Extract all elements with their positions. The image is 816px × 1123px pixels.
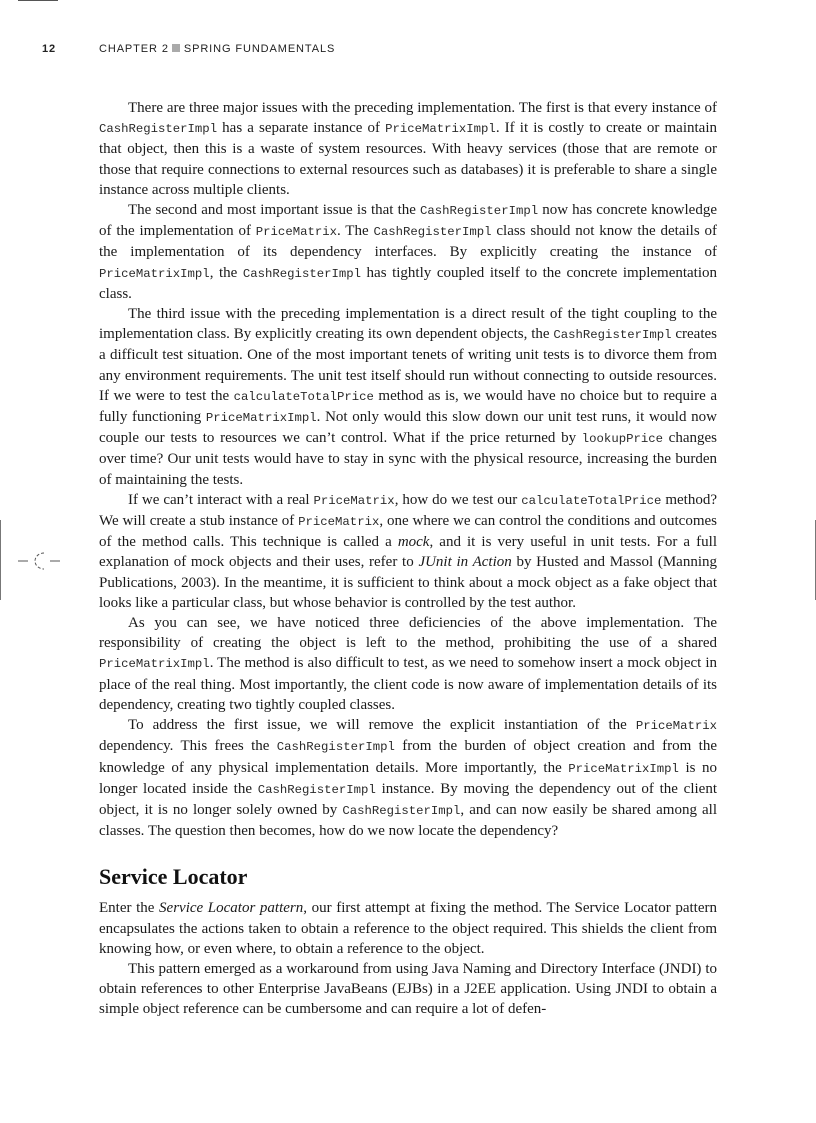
paragraph-text: . Not only would this slow down our unit test runs, it would now couple our tests to resources we can’t control. What if the price returned by <box>99 409 717 447</box>
paragraph-text: . The <box>336 223 374 240</box>
square-bullet-icon <box>172 44 180 52</box>
code-identifier: PriceMatrix <box>298 515 380 530</box>
paragraph-text: creates a difficult test situation. One of the most important tenets of writing unit tests is to divorce them from any environment requirements. The unit test itself should run without connecting to outside resources. If we were to test the <box>99 326 717 404</box>
paragraph-text: changes over time? Our unit tests would have to stay in sync with the physical resource, increasing the burden of maintaining the tests. <box>99 430 717 488</box>
paragraph-text: . The method is also difficult to test, as we need to somehow insert a mock object in place of the real thing. Most importantly, the client code is now aware of implementation details of its dependency, creating two tightly coupled classes. <box>99 655 717 713</box>
paragraph-text: from the burden of object creation and from the knowledge of any physical implementation details. More importantly, the <box>99 738 717 776</box>
paragraph-text: , and can now easily be shared among all classes. The question then becomes, how do we now locate the dependency? <box>99 801 717 840</box>
paragraph-text: . If it is costly to create or maintain that object, then this is a waste of system resources. With heavy services (those that are remote or those that require connections to external resources such as databases) it is preferable to share a single instance across multiple clients. <box>99 120 717 198</box>
paragraph-text: instance. By moving the dependency out of the client object, it is no longer solely owned by <box>99 780 717 818</box>
chapter-label: CHAPTER 2 <box>99 43 169 55</box>
chapter-section-label: SPRING FUNDAMENTALS <box>183 43 336 55</box>
code-identifier: PriceMatrixImpl <box>385 122 496 137</box>
code-identifier: CashRegisterImpl <box>242 266 361 281</box>
code-identifier: calculateTotalPrice <box>521 493 662 508</box>
main-paragraphs <box>99 98 717 841</box>
body-text <box>99 98 717 1020</box>
code-identifier: CashRegisterImpl <box>373 225 492 240</box>
paragraph-text: This pattern emerged as a workaround from using Java Naming and Directory Interface (JNDI) to obtain references to other Enterprise JavaBeans (EJBs) in a J2EE application. Using JNDI to obtain a simple object reference can be cumbersome and can require a lot of defen- <box>99 960 717 1018</box>
code-identifier: PriceMatrixImpl <box>99 657 210 672</box>
paragraph <box>99 98 717 200</box>
running-head <box>42 43 776 59</box>
registration-mark-icon <box>18 549 62 573</box>
paragraph <box>99 959 717 1020</box>
chapter-heading <box>99 43 335 55</box>
paragraph-text: The third issue with the preceding implementation is a direct result of the tight coupling to the implementation class. By explicitly creating its own dependent objects, the <box>99 306 717 343</box>
emphasis-text: mock <box>397 534 430 551</box>
paragraph-text: Enter the <box>99 900 160 917</box>
section-paragraphs <box>99 898 717 1019</box>
paragraph-text: by Husted and Massol (Manning Publications, 2003). In the meantime, it is sufficient to think about a mock object as a fake object that looks like a particular class, but whose behavior is controlled by the test author. <box>99 554 717 611</box>
paragraph <box>99 200 717 304</box>
code-identifier: CashRegisterImpl <box>99 122 218 137</box>
paragraph-text: To address the first issue, we will remove the explicit instantiation of the <box>128 717 636 734</box>
paragraph-text: dependency. This frees the <box>99 738 277 755</box>
code-identifier: PriceMatrix <box>255 225 337 240</box>
paragraph-text: , our first attempt at fixing the method. The Service Locator pattern encapsulates the actions taken to obtain a reference to the object required. This shields the client from knowing how, or even where, to obtain a reference to the object. <box>99 900 717 957</box>
paragraph-text: , how do we test our <box>394 491 522 508</box>
code-identifier: CashRegisterImpl <box>553 328 672 343</box>
code-identifier: CashRegisterImpl <box>257 782 376 797</box>
emphasis-text: JUnit in Action <box>418 554 512 571</box>
paragraph-text: is no longer located inside the <box>99 759 717 797</box>
code-identifier: calculateTotalPrice <box>233 389 374 404</box>
page-number: 12 <box>42 43 57 55</box>
paragraph <box>99 715 717 841</box>
code-identifier: PriceMatrix <box>635 719 717 734</box>
emphasis-text: Service Locator pattern <box>159 900 304 917</box>
code-identifier: lookupPrice <box>581 432 663 447</box>
paragraph-text: has tightly coupled itself to the concrete implementation class. <box>99 264 718 302</box>
paragraph-text: method? We will create a stub instance of <box>99 491 717 530</box>
paragraph-text: There are three major issues with the preceding implementation. The first is that every instance of <box>128 100 717 116</box>
paragraph-text: , and it is very useful in unit tests. For a full explanation of mock objects and their uses, refer to <box>99 534 717 571</box>
paragraph-text: The second and most important issue is that the <box>128 202 421 219</box>
section-heading: Service Locator <box>99 864 248 890</box>
paragraph <box>99 304 717 490</box>
paragraph-text: If we can’t interact with a real <box>128 491 314 508</box>
paragraph-text: class should not know the details of the implementation of its dependency interfaces. By explicitly creating the instance of <box>99 223 717 261</box>
paragraph <box>99 898 717 959</box>
code-identifier: CashRegisterImpl <box>276 740 395 755</box>
paragraph-text: method as is, we would have no choice but to require a fully functioning <box>99 387 717 426</box>
crop-mark-left <box>0 520 1 600</box>
paragraph-text: , the <box>209 264 243 281</box>
code-identifier: CashRegisterImpl <box>420 204 539 219</box>
code-identifier: PriceMatrixImpl <box>99 266 210 281</box>
crop-mark-top <box>18 0 58 1</box>
paragraph-text: , one where we can control the conditions and outcomes of the method calls. This technique is called a <box>99 513 718 551</box>
paragraph-text: As you can see, we have noticed three deficiencies of the above implementation. The responsibility of creating the object is left to the method, prohibiting the use of a shared <box>99 615 717 652</box>
code-identifier: PriceMatrixImpl <box>568 761 679 776</box>
paragraph <box>99 613 717 715</box>
paragraph-text: has a separate instance of <box>217 120 386 137</box>
code-identifier: PriceMatrix <box>313 493 395 508</box>
paragraph <box>99 490 717 613</box>
paragraph-text: now has concrete knowledge of the implementation of <box>99 202 718 240</box>
code-identifier: CashRegisterImpl <box>342 803 461 818</box>
code-identifier: PriceMatrixImpl <box>205 411 317 426</box>
